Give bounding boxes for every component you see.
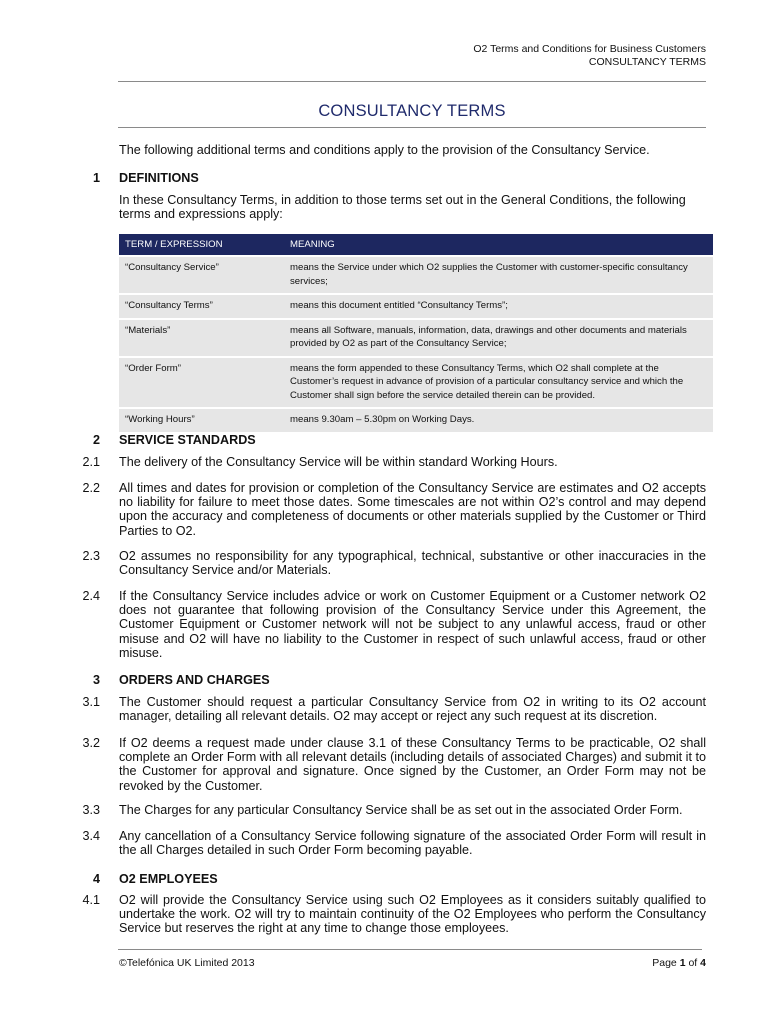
section-1-heading: DEFINITIONS xyxy=(119,171,199,185)
clause-2-2-text: All times and dates for provision or completion of the Consultancy Service are estimates and O2 accepts no liability for failure to meet those dates. Some timescales are not within O2’s control and may depend upon the accuracy and completeness of documents or other materials supplied by the Customer or Third Parties to O2. xyxy=(119,481,706,538)
footer-copyright: ©Telefónica UK Limited 2013 xyxy=(119,957,255,969)
table-cell-term: “Order Form” xyxy=(119,358,284,408)
clause-2-4-text: If the Consultancy Service includes advice or work on Customer Equipment or a Customer network O2 does not guarantee that following provision of the Consultancy Service under this Agreement, the Customer Equipment or Customer network will not be subject to any unlawful access, fraud or other misuse and O2 will have no liability to the Customer in respect of such unlawful access, fraud or other misuse. xyxy=(119,589,706,660)
clause-number: 3.3 xyxy=(82,803,100,817)
table-header-row xyxy=(119,234,713,255)
definitions-table xyxy=(119,232,713,434)
table-header-term: TERM / EXPRESSION xyxy=(119,234,284,255)
intro-paragraph: The following additional terms and conditions apply to the provision of the Consultancy Service. xyxy=(119,143,650,157)
footer-divider xyxy=(118,949,702,950)
table-header-meaning: MEANING xyxy=(284,234,713,255)
clause-4-1-text: O2 will provide the Consultancy Service using such O2 Employees as it considers suitably qualified to undertake the work. O2 will try to maintain continuity of the O2 Employees who perform the Consultancy Service but reserves the right at any time to change those employees. xyxy=(119,893,706,936)
clause-3-4-text: Any cancellation of a Consultancy Service following signature of the associated Order Form will result in the all Charges detailed in such Order Form becoming payable. xyxy=(119,829,706,858)
section-1-number: 1 xyxy=(92,171,100,185)
section-4-number: 4 xyxy=(92,872,100,886)
clause-number: 4.1 xyxy=(82,893,100,907)
section-4-heading: O2 EMPLOYEES xyxy=(119,872,218,886)
page-title: CONSULTANCY TERMS xyxy=(318,102,506,120)
table-cell-meaning: means the form appended to these Consultancy Terms, which O2 shall complete at the Customer’s request in advance of provision of a particular consultancy service and which the Customer shall sign before the service detailed therein can be provided. xyxy=(284,358,713,408)
table-row xyxy=(119,320,713,356)
table-row xyxy=(119,409,713,432)
section-2-number: 2 xyxy=(92,433,100,447)
section-3-heading: ORDERS AND CHARGES xyxy=(119,673,270,687)
table-cell-term: “Consultancy Terms” xyxy=(119,295,284,318)
table-cell-term: “Consultancy Service” xyxy=(119,257,284,293)
clause-number: 2.4 xyxy=(82,589,100,603)
table-cell-meaning: means 9.30am – 5.30pm on Working Days. xyxy=(284,409,713,432)
title-underline xyxy=(118,127,706,128)
section-3-number: 3 xyxy=(92,673,100,687)
table-row xyxy=(119,295,713,318)
table-row xyxy=(119,257,713,293)
clause-3-3-text: The Charges for any particular Consultancy Service shall be as set out in the associated Order Form. xyxy=(119,803,683,817)
clause-2-1-text: The delivery of the Consultancy Service will be within standard Working Hours. xyxy=(119,455,558,469)
clause-number: 3.2 xyxy=(82,736,100,750)
table-cell-meaning: means this document entitled “Consultancy Terms”; xyxy=(284,295,713,318)
clause-number: 2.3 xyxy=(82,549,100,563)
page-number xyxy=(652,957,706,969)
page-current: 1 xyxy=(679,957,686,969)
clause-number: 2.2 xyxy=(82,481,100,495)
page-label: Page xyxy=(652,957,677,969)
table-row xyxy=(119,358,713,408)
clause-number: 3.1 xyxy=(82,695,100,709)
header-document-name: O2 Terms and Conditions for Business Customers xyxy=(473,43,706,55)
clause-2-3-text: O2 assumes no responsibility for any typographical, technical, substantive or other inaccuracies in the Consultancy Service and/or Materials. xyxy=(119,549,706,578)
clause-3-2-text: If O2 deems a request made under clause 3.1 of these Consultancy Terms to be practicable, O2 shall complete an Order Form with all relevant details (including details of associated Charges) and submit it to the Customer for approval and signature. Once signed by the Customer, an Order Form may not be revoked by the Customer. xyxy=(119,736,706,793)
table-cell-meaning: means all Software, manuals, information, data, drawings and other documents and materials provided by O2 as part of the Consultancy Service; xyxy=(284,320,713,356)
section-1-text: In these Consultancy Terms, in addition to those terms set out in the General Conditions, the following terms and expressions apply: xyxy=(119,193,686,222)
clause-3-1-text: The Customer should request a particular Consultancy Service from O2 in writing to its O2 account manager, detailing all relevant details. O2 may accept or reject any such request at its discretion. xyxy=(119,695,706,724)
section-2-heading: SERVICE STANDARDS xyxy=(119,433,256,447)
running-header xyxy=(473,43,706,69)
table-cell-term: “Materials” xyxy=(119,320,284,356)
table-cell-term: “Working Hours” xyxy=(119,409,284,432)
clause-number: 2.1 xyxy=(82,455,100,469)
page-of: of xyxy=(688,957,698,969)
clause-number: 3.4 xyxy=(82,829,100,843)
page-total: 4 xyxy=(700,957,706,969)
table-cell-meaning: means the Service under which O2 supplies the Customer with customer-specific consultancy services; xyxy=(284,257,713,293)
header-divider xyxy=(118,81,706,82)
header-section-name: CONSULTANCY TERMS xyxy=(588,56,706,68)
